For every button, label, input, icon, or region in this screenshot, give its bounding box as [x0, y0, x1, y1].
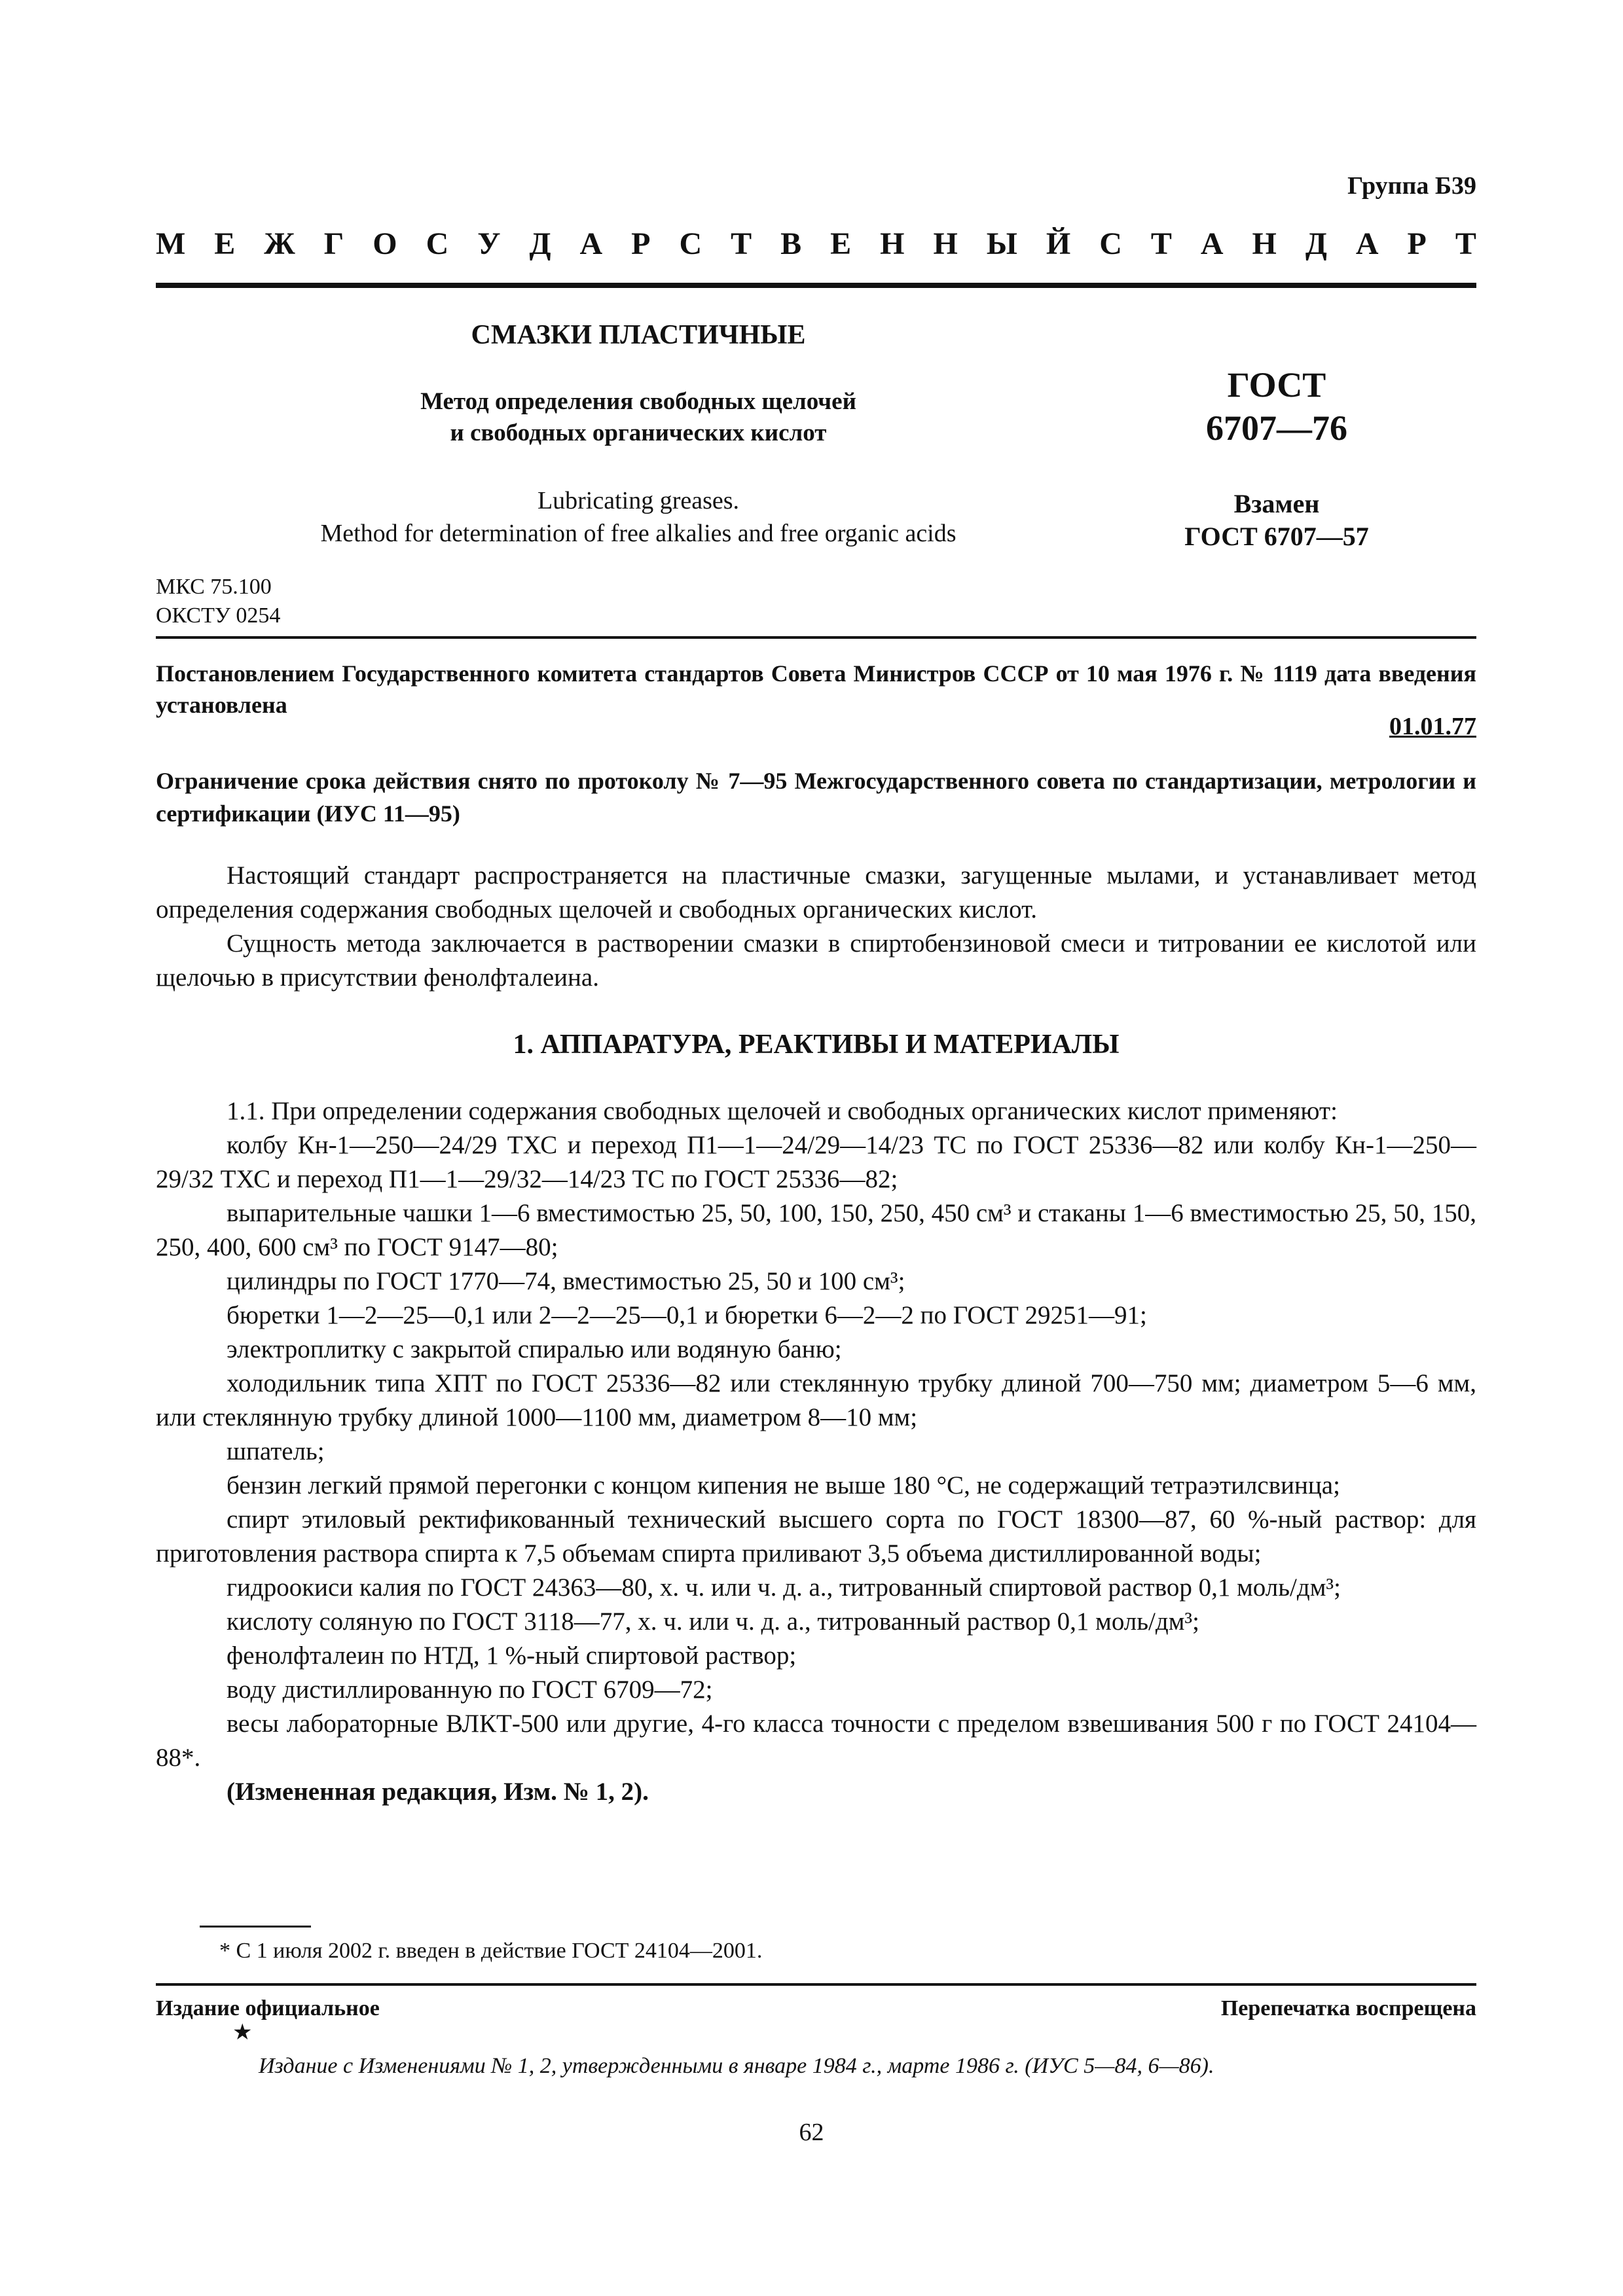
- okstu-code: ОКСТУ 0254: [156, 603, 281, 628]
- english-title: [223, 484, 1054, 550]
- footnote: * С 1 июля 2002 г. введен в действие ГОСТ 24104—2001.: [219, 1939, 763, 1963]
- banner-letter: С: [426, 226, 449, 261]
- banner-letter: Н: [933, 226, 958, 261]
- list-item: бензин легкий прямой перегонки с концом кипения не выше 180 °С, не содержащий тетраэтилсвинца;: [227, 1471, 1340, 1499]
- subtitle-line: Метод определения свободных щелочей: [420, 388, 856, 415]
- effective-date: 01.01.77: [1389, 713, 1476, 740]
- intro-paragraph: Настоящий стандарт распространяется на пластичные смазки, загущенные мылами, и устанавливает метод определения содержания свободных щелочей и свободных органических кислот.: [156, 861, 1476, 924]
- document-title: СМАЗКИ ПЛАСТИЧНЫЕ: [471, 320, 806, 350]
- banner-letter: А: [579, 226, 603, 261]
- decree-text: Постановлением Государственного комитета стандартов Совета Министров СССР от 10 мая 1976 г. № 1119 дата введения установлена: [156, 660, 1476, 718]
- banner-letter: Д: [1305, 226, 1327, 261]
- english-title-line: Method for determination of free alkalies and free organic acids: [320, 520, 957, 547]
- banner-letter: М: [156, 226, 186, 261]
- banner-letter: О: [373, 226, 397, 261]
- banner-letter: Т: [731, 226, 752, 261]
- banner-letter: Й: [1046, 226, 1071, 261]
- intro-paragraph: Сущность метода заключается в растворении смазки в спиртобензиновой смеси и титровании ее кислотой или щелочью в присутствии фенолфталеина.: [156, 929, 1476, 992]
- list-item: фенолфталеин по НТД, 1 %-ный спиртовой раствор;: [227, 1641, 797, 1670]
- banner-letter: С: [1099, 226, 1122, 261]
- group-code: Группа Б39: [1347, 172, 1476, 200]
- replaces-value: ГОСТ 6707—57: [1184, 522, 1369, 551]
- standard-number: 6707—76: [1206, 408, 1347, 448]
- document-subtitle: [262, 386, 1015, 449]
- section-body: [156, 1094, 1476, 1809]
- list-item: воду дистиллированную по ГОСТ 6709—72;: [227, 1676, 713, 1704]
- codes-rule: [156, 636, 1476, 639]
- list-item: гидроокиси калия по ГОСТ 24363—80, х. ч. или ч. д. а., титрованный спиртовой раствор 0,1 моль/дм³;: [227, 1573, 1341, 1602]
- amendment-note: (Измененная редакция, Изм. № 1, 2).: [227, 1778, 649, 1806]
- list-item: бюретки 1—2—25—0,1 или 2—2—25—0,1 и бюретки 6—2—2 по ГОСТ 29251—91;: [227, 1301, 1147, 1329]
- list-item: колбу Кн-1—250—24/29 ТХС и переход П1—1—24/29—14/23 ТС по ГОСТ 25336—82 или колбу Кн-1—250—29/32 ТХС и переход П1—1—29/32—14/23 ТС по ГОСТ 25336—82;: [156, 1131, 1476, 1193]
- replaces-block: [1178, 488, 1375, 553]
- list-item: электроплитку с закрытой спиралью или водяную баню;: [227, 1335, 842, 1363]
- mks-code: МКС 75.100: [156, 575, 272, 599]
- banner-letter: Т: [1150, 226, 1172, 261]
- standard-banner: [156, 226, 1476, 262]
- banner-letter: Н: [880, 226, 905, 261]
- banner-letter: Т: [1455, 226, 1476, 261]
- edition-label: Издание официальное: [156, 1996, 380, 2020]
- list-item: шпатель;: [227, 1437, 325, 1465]
- list-item: выпарительные чашки 1—6 вместимостью 25, 50, 100, 150, 250, 450 см³ и стаканы 1—6 вместимостью 25, 50, 150, 250, 400, 600 см³ по ГОСТ 9147—80;: [156, 1199, 1476, 1261]
- list-item: цилиндры по ГОСТ 1770—74, вместимостью 25, 50 и 100 см³;: [227, 1267, 905, 1295]
- standard-label: ГОСТ: [1227, 365, 1326, 404]
- list-item: кислоту соляную по ГОСТ 3118—77, х. ч. или ч. д. а., титрованный раствор 0,1 моль/дм³;: [227, 1607, 1199, 1636]
- standard-number-block: [1178, 363, 1375, 450]
- banner-letter: Е: [214, 226, 236, 261]
- banner-letter: Н: [1252, 226, 1277, 261]
- banner-letter: У: [477, 226, 501, 261]
- banner-letter: С: [679, 226, 702, 261]
- footnote-rule: [200, 1926, 311, 1928]
- english-title-line: Lubricating greases.: [537, 487, 740, 514]
- banner-letter: Г: [323, 226, 344, 261]
- banner-letter: В: [780, 226, 802, 261]
- reprint-notice: Перепечатка воспрещена: [1220, 1996, 1476, 2020]
- banner-letter: А: [1355, 226, 1379, 261]
- banner-letter: Р: [631, 226, 651, 261]
- list-item: холодильник типа ХПТ по ГОСТ 25336—82 или стеклянную трубку длиной 700—750 мм; диаметром 5—6 мм, или стеклянную трубку длиной 1000—1100 мм, диаметром 8—10 мм;: [156, 1369, 1476, 1431]
- star-icon: ★: [232, 2020, 253, 2045]
- section-heading: 1. АППАРАТУРА, РЕАКТИВЫ И МАТЕРИАЛЫ: [513, 1030, 1120, 1060]
- page-number: 62: [799, 2119, 824, 2146]
- replaces-label: Взамен: [1233, 489, 1320, 518]
- header-rule: [156, 283, 1476, 288]
- banner-letter: Ж: [264, 226, 295, 261]
- banner-letter: Д: [529, 226, 551, 261]
- intro-section: [156, 859, 1476, 995]
- banner-letter: Р: [1407, 226, 1427, 261]
- list-item: весы лабораторные ВЛКТ-500 или другие, 4-го класса точности с пределом взвешивания 500 г по ГОСТ 24104—88*.: [156, 1710, 1476, 1772]
- footer-rule: [156, 1983, 1476, 1986]
- banner-letter: Е: [830, 226, 852, 261]
- list-item: спирт этиловый ректификованный технический высшего сорта по ГОСТ 18300—87, 60 %-ный раствор: для приготовления раствора спирта к 7,5 объемам спирта приливают 3,5 объема дистиллированной воды;: [156, 1505, 1476, 1568]
- banner-letter: Ы: [986, 226, 1017, 261]
- banner-letter: А: [1200, 226, 1224, 261]
- changes-note: Издание с Изменениями № 1, 2, утвержденными в январе 1984 г., марте 1986 г. (ИУС 5—84, 6—86).: [259, 2054, 1214, 2078]
- list-item: 1.1. При определении содержания свободных щелочей и свободных органических кислот применяют:: [227, 1097, 1338, 1125]
- subtitle-line: и свободных органических кислот: [450, 420, 827, 446]
- limitation-text: Ограничение срока действия снято по протоколу № 7—95 Межгосударственного совета по стандартизации, метрологии и сертификации (ИУС 11—95): [156, 768, 1476, 827]
- classification-codes: [156, 573, 280, 630]
